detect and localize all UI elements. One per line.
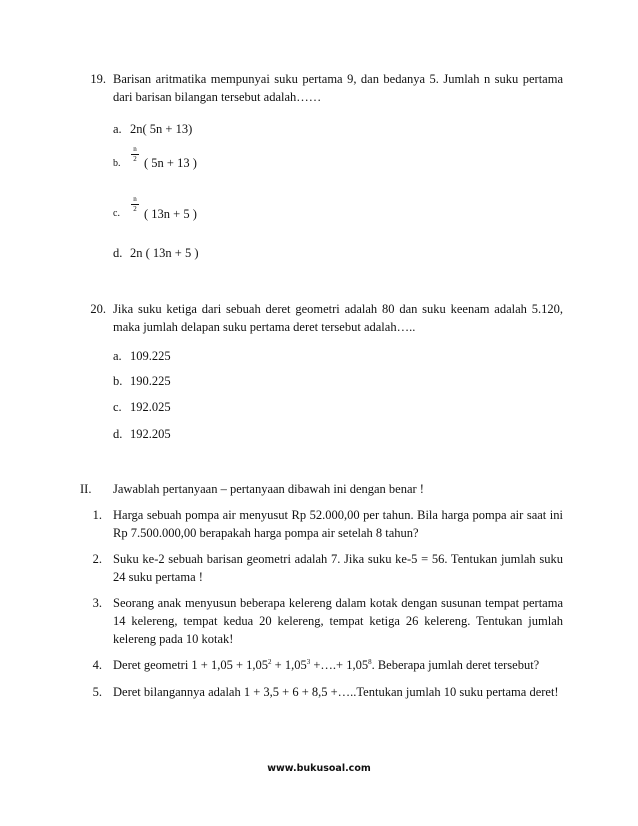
question-number: 20.: [90, 302, 106, 316]
essay-number: 2.: [92, 552, 102, 566]
option-letter: b.: [113, 374, 123, 388]
question-text-line: dari barisan bilangan tersebut adalah……: [113, 90, 322, 104]
essay-number: 3.: [92, 596, 102, 610]
essay-text-line: kelereng pada 10 kotak!: [113, 632, 234, 646]
essay-number: 1.: [92, 508, 102, 522]
essay-number: 4.: [92, 658, 102, 672]
fraction-n-over-2: n 2: [131, 196, 139, 213]
footer-url: www.bukusoal.com: [267, 763, 371, 774]
question-text-line: Jika suku ketiga dari sebuah deret geometri adalah 80 dan suku keenam adalah 5.120,: [113, 302, 563, 316]
essay-text-line: Deret bilangannya adalah 1 + 3,5 + 6 + 8,5 +…..Tentukan jumlah 10 suku pertama deret!: [113, 685, 559, 699]
option-text: ( 13n + 5 ): [144, 207, 197, 221]
essay-text-line: Harga sebuah pompa air menyusut Rp 52.000,00 per tahun. Bila harga pompa air saat ini: [113, 508, 563, 522]
fraction-n-over-2: n 2: [131, 146, 139, 163]
question-number: 19.: [90, 72, 106, 86]
essay-text-line: Seorang anak menyusun beberapa kelereng dalam kotak dengan susunan tempat pertama: [113, 596, 563, 610]
option-text: 192.205: [130, 427, 171, 441]
option-letter: a.: [113, 122, 122, 136]
option-letter: d.: [113, 246, 123, 260]
option-text: ( 5n + 13 ): [144, 156, 197, 170]
option-text: 190.225: [130, 374, 171, 388]
section-numeral: II.: [80, 482, 92, 496]
essay-text-line: Suku ke-2 sebuah barisan geometri adalah 7. Jika suku ke-5 = 56. Tentukan jumlah suku: [113, 552, 563, 566]
essay-text-line: Deret geometri $1 + 1,05 + 1,05^2 + 1,05^3$ +….+ $1,05^8$. Beberapa jumlah deret tersebut?: [113, 658, 540, 672]
essay-text-line: 14 kelereng, tempat kedua 20 kelereng, tempat ketiga 26 kelereng. Tentukan jumlah: [113, 614, 563, 628]
option-text: 109.225: [130, 349, 171, 363]
option-text: 192.025: [130, 400, 171, 414]
option-text: 2n( 5n + 13): [130, 122, 193, 136]
essay-number: 5.: [92, 685, 102, 699]
question-text-line: maka jumlah delapan suku pertama deret tersebut adalah…..: [113, 320, 416, 334]
option-letter: d.: [113, 427, 123, 441]
essay-text-line: Rp 7.500.000,00 berapakah harga pompa air setelah 8 tahun?: [113, 526, 419, 540]
essay-text-line: 24 suku pertama !: [113, 570, 203, 584]
question-text-line: Barisan aritmatika mempunyai suku pertama 9, dan bedanya 5. Jumlah n suku pertama: [113, 72, 563, 86]
section-instruction: Jawablah pertanyaan – pertanyaan dibawah ini dengan benar !: [113, 482, 424, 496]
option-letter: c.: [113, 208, 120, 219]
option-letter: b.: [113, 158, 121, 169]
option-text: 2n ( 13n + 5 ): [130, 246, 199, 260]
option-letter: c.: [113, 400, 122, 414]
option-letter: a.: [113, 349, 122, 363]
